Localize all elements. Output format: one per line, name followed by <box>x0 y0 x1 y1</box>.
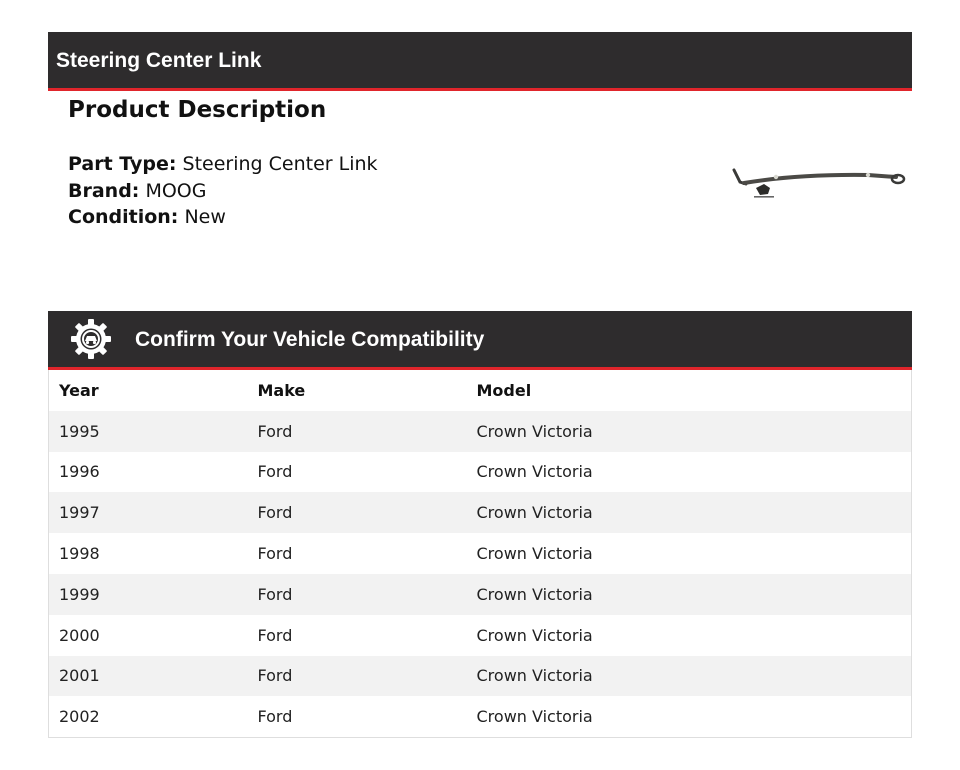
compatibility-table <box>48 370 912 738</box>
cell-model: Crown Victoria <box>467 574 912 615</box>
cell-model: Crown Victoria <box>467 411 912 452</box>
cell-model: Crown Victoria <box>467 615 912 656</box>
product-title-banner <box>48 32 912 91</box>
spec-label: Brand: <box>68 179 140 202</box>
cell-year: 1999 <box>49 574 248 615</box>
spec-part-type <box>68 151 378 178</box>
cell-make: Ford <box>248 656 467 697</box>
spec-brand <box>68 178 378 205</box>
cell-year: 2001 <box>49 656 248 697</box>
cell-year: 1996 <box>49 452 248 493</box>
table-row <box>49 533 912 574</box>
table-row <box>49 492 912 533</box>
cell-make: Ford <box>248 533 467 574</box>
cell-year: 2000 <box>49 615 248 656</box>
cell-year: 1995 <box>49 411 248 452</box>
table-row <box>49 696 912 737</box>
cell-make: Ford <box>248 492 467 533</box>
spec-value: MOOG <box>145 179 207 202</box>
cell-model: Crown Victoria <box>467 452 912 493</box>
column-header-model: Model <box>467 370 912 411</box>
cell-make: Ford <box>248 696 467 737</box>
cell-year: 1998 <box>49 533 248 574</box>
cell-make: Ford <box>248 452 467 493</box>
cell-model: Crown Victoria <box>467 696 912 737</box>
cell-model: Crown Victoria <box>467 656 912 697</box>
gear-car-icon <box>69 317 113 361</box>
spec-list <box>68 151 378 231</box>
product-description-heading: Product Description <box>68 97 327 123</box>
spec-condition <box>68 204 378 231</box>
compatibility-banner <box>48 311 912 370</box>
product-title: Steering Center Link <box>56 49 262 72</box>
table-row <box>49 574 912 615</box>
spec-value: Steering Center Link <box>182 153 378 175</box>
cell-year: 2002 <box>49 696 248 737</box>
spec-value: New <box>184 206 226 228</box>
table-row <box>49 411 912 452</box>
spec-label: Part Type: <box>68 153 177 175</box>
product-image[interactable] <box>728 162 908 204</box>
cell-make: Ford <box>248 574 467 615</box>
cell-make: Ford <box>248 615 467 656</box>
cell-year: 1997 <box>49 492 248 533</box>
column-header-make: Make <box>248 370 467 411</box>
table-row <box>49 615 912 656</box>
spec-label: Condition: <box>68 206 179 228</box>
column-header-year: Year <box>49 370 248 411</box>
compatibility-title: Confirm Your Vehicle Compatibility <box>135 328 485 351</box>
table-header-row <box>49 370 912 411</box>
cell-model: Crown Victoria <box>467 533 912 574</box>
cell-model: Crown Victoria <box>467 492 912 533</box>
table-row <box>49 656 912 697</box>
table-row <box>49 452 912 493</box>
cell-make: Ford <box>248 411 467 452</box>
